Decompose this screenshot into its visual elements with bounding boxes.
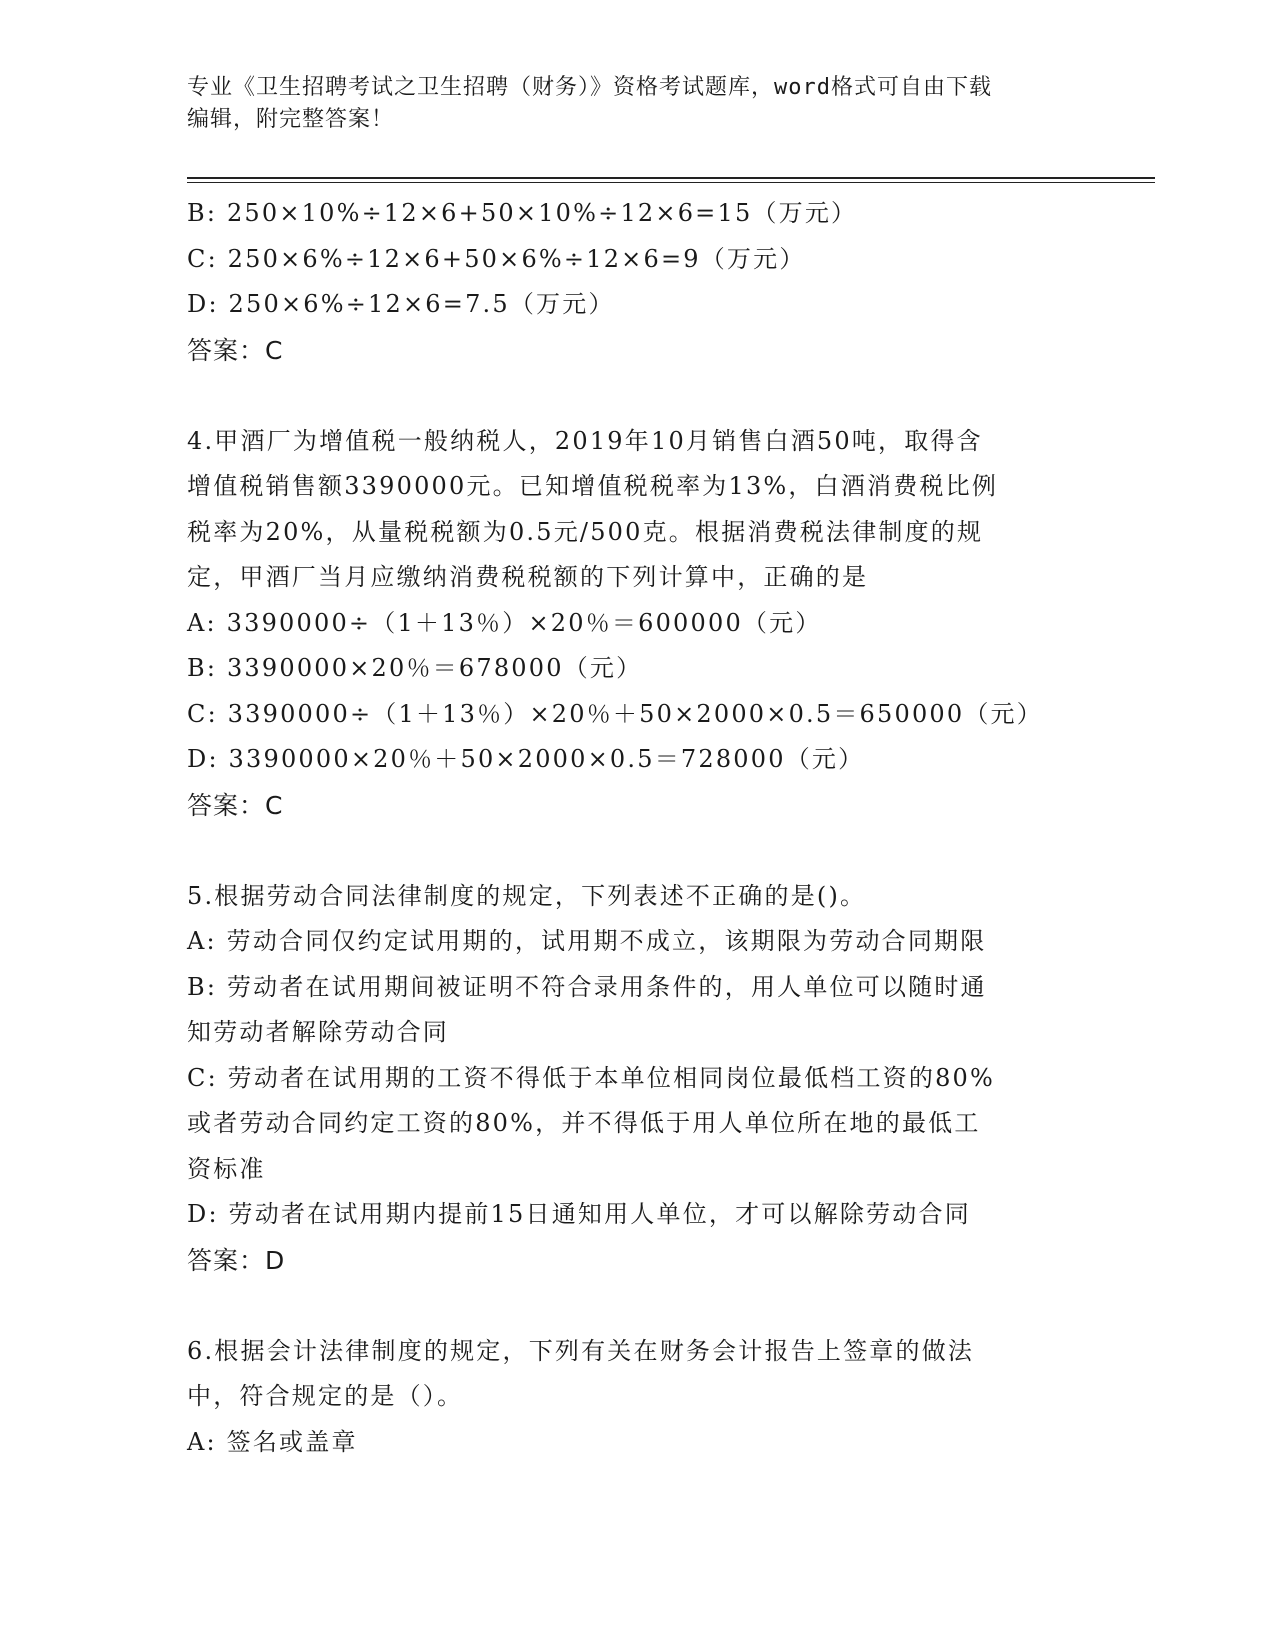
q4-stem-line: 税率为20%，从量税税额为0.5元/500克。根据消费税法律制度的规 — [187, 517, 984, 546]
q4-stem-line: 增值税销售额3390000元。已知增值税税率为13%，白酒消费税比例 — [187, 472, 999, 500]
question-3 — [187, 191, 1087, 373]
q5-option-c-line: C: 劳动者在试用期的工资不得低于本单位相同岗位最低档工资的80% — [187, 1063, 996, 1092]
question-content — [187, 191, 1087, 1465]
q5-option-c-line: 或者劳动合同约定工资的80%，并不得低于用人单位所在地的最低工 — [187, 1109, 981, 1137]
q6-stem-line: 中，符合规定的是（）。 — [187, 1382, 464, 1410]
spacer — [187, 828, 1087, 874]
header-line-2: 编辑，附完整答案！ — [187, 107, 395, 132]
q5-answer: 答案：D — [187, 1245, 286, 1275]
header-divider-thin — [187, 182, 1155, 183]
q5-option-b-line: B: 劳动者在试用期间被证明不符合录用条件的，用人单位可以随时通 — [187, 972, 987, 1001]
q3-option-b: B: 250×10%÷12×6+50×10%÷12×6=15（万元） — [187, 199, 858, 227]
q4-stem-line: 4.甲酒厂为增值税一般纳税人，2019年10月销售白酒50吨，取得含 — [187, 426, 983, 455]
question-6 — [187, 1329, 1087, 1466]
question-5 — [187, 874, 1087, 1284]
document-header — [187, 72, 1087, 136]
q5-option-c-line: 资标准 — [187, 1154, 266, 1183]
header-line-1: 专业《卫生招聘考试之卫生招聘（财务）》资格考试题库，word格式可自由下载 — [187, 75, 992, 100]
q5-option-a: A: 劳动合同仅约定试用期的，试用期不成立，该期限为劳动合同期限 — [187, 927, 987, 955]
question-4 — [187, 419, 1087, 829]
q5-option-d: D: 劳动者在试用期内提前15日通知用人单位，才可以解除劳动合同 — [187, 1200, 971, 1228]
q4-option-c: C: 3390000÷（1＋13％）×20％＋50×2000×0.5＝650000（元） — [187, 699, 1043, 728]
q4-option-d: D: 3390000×20％＋50×2000×0.5＝728000（元） — [187, 745, 865, 773]
spacer — [187, 373, 1087, 419]
q5-option-b-line: 知劳动者解除劳动合同 — [187, 1018, 449, 1046]
q3-option-d: D: 250×6%÷12×6=7.5（万元） — [187, 290, 615, 318]
q4-answer: 答案：C — [187, 790, 284, 820]
q3-option-c: C: 250×6%÷12×6+50×6%÷12×6=9（万元） — [187, 244, 806, 273]
header-divider-thick — [187, 177, 1155, 179]
q4-option-a: A: 3390000÷（1＋13％）×20％＝600000（元） — [187, 608, 822, 637]
q5-stem: 5.根据劳动合同法律制度的规定，下列表述不正确的是()。 — [187, 881, 867, 910]
q4-option-b: B: 3390000×20％＝678000（元） — [187, 654, 643, 682]
q3-answer: 答案：C — [187, 335, 284, 365]
q6-option-a: A: 签名或盖章 — [187, 1427, 358, 1456]
q4-stem-line: 定，甲酒厂当月应缴纳消费税税额的下列计算中，正确的是 — [187, 563, 869, 591]
spacer — [187, 1283, 1087, 1329]
q6-stem-line: 6.根据会计法律制度的规定，下列有关在财务会计报告上签章的做法 — [187, 1336, 975, 1365]
